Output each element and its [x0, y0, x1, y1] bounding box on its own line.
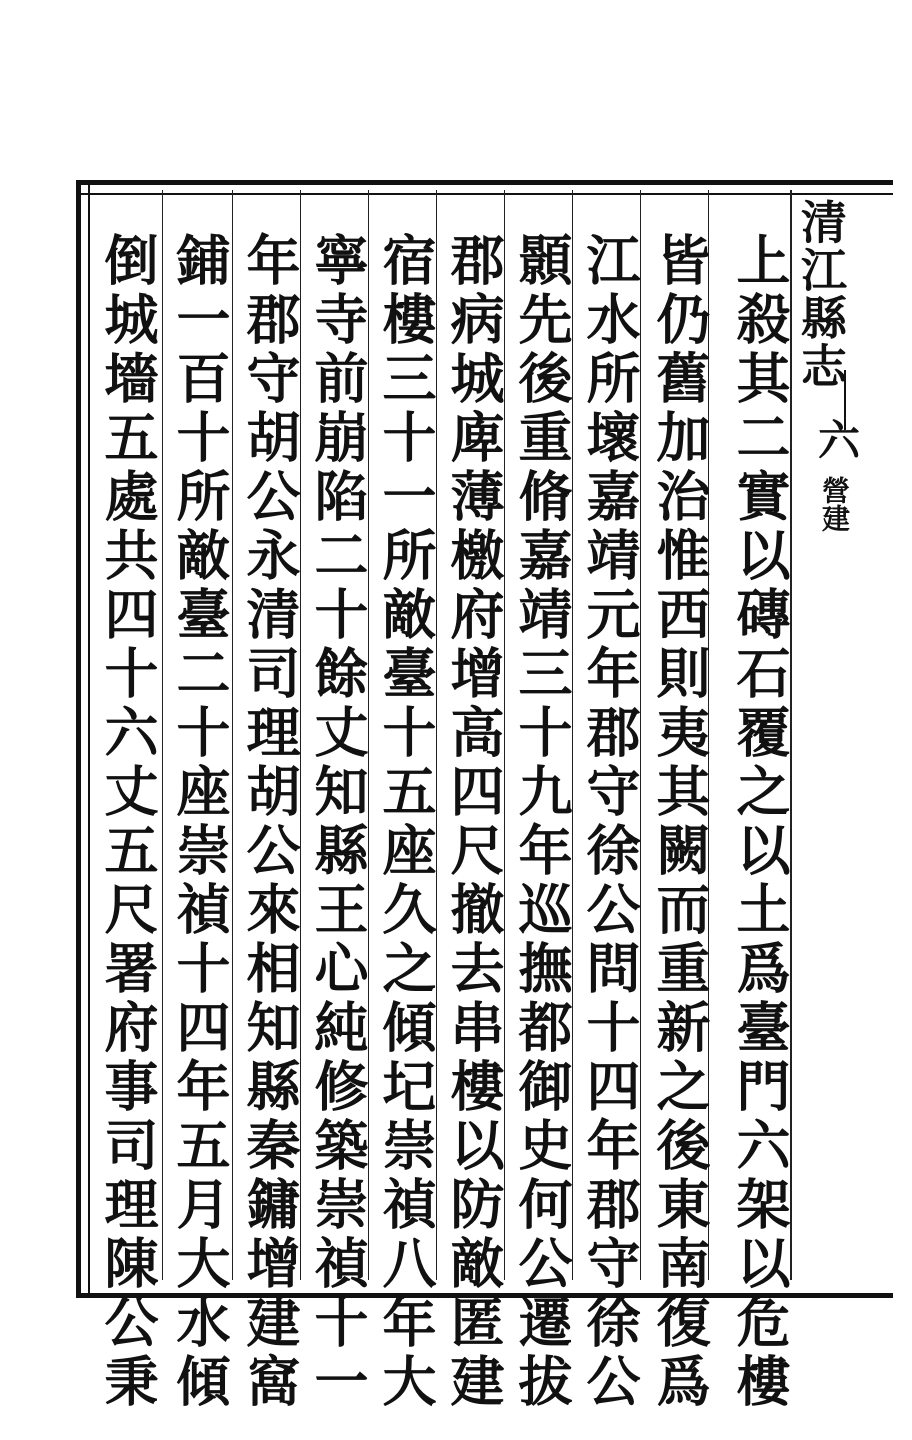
text-column: 皆仍舊加治惟西則夷其闕而重新之後東南復爲 [648, 232, 712, 1412]
text-column: 倒城墻五處共四十六丈五尺署府事司理陳公秉 [96, 232, 160, 1412]
text-column: 上殺其二實以磚石覆之以土爲臺門六架以危樓 [728, 232, 792, 1412]
text-column: 郡病城庳薄檄府增高四尺撤去串樓以防敵匿建 [442, 232, 506, 1412]
text-column: 江水所壞嘉靖元年郡守徐公問十四年郡守徐公 [578, 232, 642, 1412]
section-title: 營建 [818, 476, 851, 532]
text-column: 顥先後重脩嘉靖三十九年巡撫都御史何公遷拔 [510, 232, 574, 1412]
text-column: 宿樓三十一所敵臺十五座久之傾圮崇禎八年大 [374, 232, 438, 1412]
volume-number: 六 [812, 418, 861, 460]
text-column: 鋪一百十所敵臺二十座崇禎十四年五月大水傾 [168, 232, 232, 1412]
column-rule [232, 190, 233, 1280]
column-rule [162, 190, 163, 1280]
book-title: 清江縣志 [794, 198, 848, 390]
text-column: 寧寺前崩陷二十餘丈知縣王心純修築崇禎十一 [306, 232, 370, 1412]
text-column: 年郡守胡公永清司理胡公來相知縣秦鏞增建窩 [238, 232, 302, 1412]
